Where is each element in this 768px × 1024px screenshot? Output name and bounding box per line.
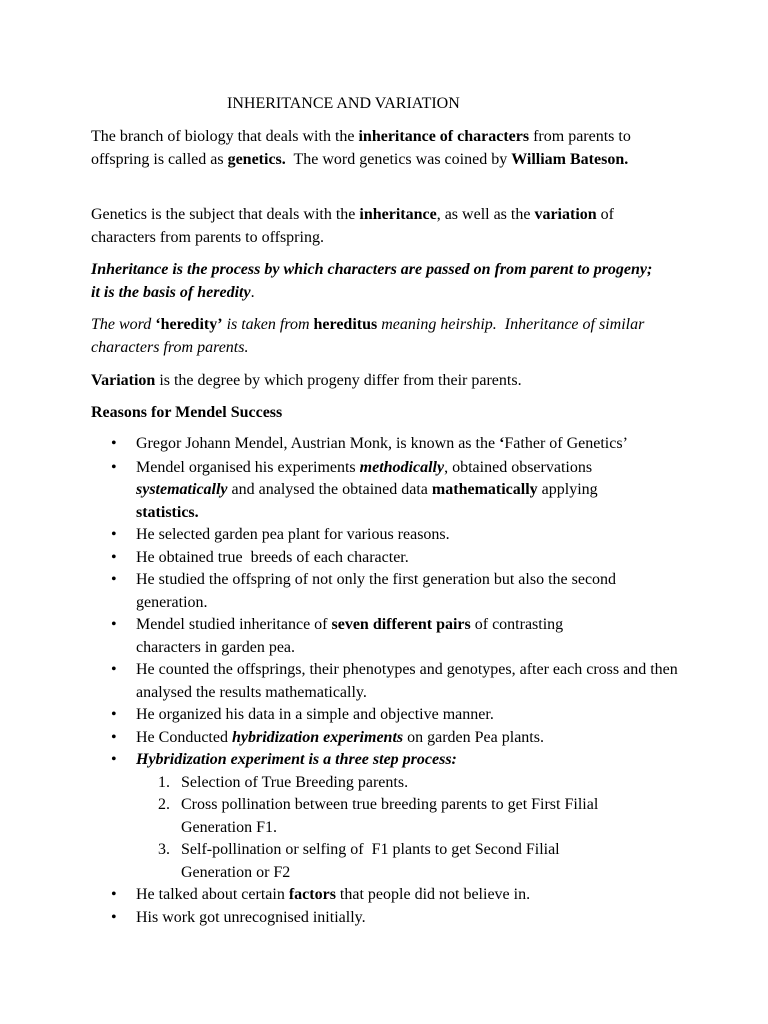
list-item [91,727,691,750]
list-item: • He obtained true breeds of each character. [91,547,691,570]
text: Father of Genetics’ [504,435,628,452]
genetics-subject-paragraph [91,204,681,249]
heading-text: Reasons for Mendel Success [91,404,283,421]
text: Gregor Johann Mendel, Austrian Monk, is known as the [136,435,500,452]
item-number: 3. [158,841,170,858]
text: , obtained observations [444,458,593,476]
bold-italic-text: Inheritance is the process by which characters are passed on from parent to progeny; it is the basis of heredity [91,261,653,301]
text: Mendel organised his experiments [136,458,360,476]
text: on garden Pea plants. [403,728,544,746]
bold-text: seven different pairs [331,616,471,633]
bold-text: factors [288,886,336,903]
bold-text: variation [534,206,597,223]
text: He talked about certain [136,886,289,903]
item-text: Self-pollination or selfing of F1 plants to get Second Filial Generation or F2 [181,841,564,881]
text: Mendel studied inheritance of [136,616,332,633]
text: He Conducted [136,728,232,746]
italic-text: meaning heirship. Inheritance of similar characters from parents. [91,316,649,356]
mendel-reasons-list [91,433,691,929]
bold-italic-text: methodically [359,458,445,476]
bold-text: statistics. [136,503,199,521]
bold-text: ‘ [499,435,505,452]
variation-paragraph [91,370,681,393]
inheritance-definition-paragraph [91,259,661,304]
bold-text: genetics. [227,150,286,168]
heredity-paragraph [91,314,661,359]
bold-text: William Bateson. [511,150,629,168]
text: The word genetics was coined by [285,150,512,168]
page-title: INHERITANCE AND VARIATION [227,95,460,112]
italic-text: is taken from [222,316,314,333]
list-item [91,457,646,525]
section-heading [91,402,681,425]
text: from parents to offspring is called as [91,128,631,168]
text: . [250,283,255,301]
bold-text: Variation [91,372,156,389]
bold-text: inheritance [359,206,437,223]
italic-text: The word [91,316,156,333]
text: and analysed the obtained data [227,481,432,498]
list-item [91,884,691,907]
text: Genetics is the subject that deals with the [91,206,360,223]
text: applying [537,481,598,498]
bold-text: hereditus [313,316,378,333]
text: of characters from parents to offspring. [91,206,614,246]
text: , as well as the [436,206,535,223]
text: of contrasting characters in garden pea. [136,616,564,656]
list-item [91,749,691,884]
bold-text: ‘heredity’ [155,316,223,333]
hybridization-steps-list [136,772,691,885]
text: The branch of biology that deals with the [91,128,359,145]
item-text: Cross pollination between true breeding parents to get First Filial Generation F1. [181,796,599,836]
bold-italic-text: hybridization experiments [231,728,404,746]
numbered-item [136,772,691,795]
text: is the degree by which progeny differ from their parents. [155,372,522,389]
bold-italic-text: systematically [136,481,228,498]
item-text: Selection of True Breeding parents. [181,773,409,791]
list-item: • His work got unrecognised initially. [91,907,691,930]
numbered-item [136,794,601,839]
list-item: • He selected garden pea plant for various reasons. [91,524,691,547]
text: that people did not believe in. [335,886,531,903]
bold-italic-text: Hybridization experiment is a three step process: [136,751,457,768]
list-item [91,614,616,659]
list-item: • He organized his data in a simple and objective manner. [91,704,691,727]
list-item: • He studied the offspring of not only the first generation but also the second generation. [91,569,691,614]
list-item: • He counted the offsprings, their phenotypes and genotypes, after each cross and then analysed the results mathematically. [91,659,691,704]
item-number: 2. [158,796,170,813]
item-number: 1. [158,773,170,791]
numbered-item [136,839,601,884]
genetics-definition-paragraph [91,126,671,171]
bold-text: inheritance of characters [358,128,530,145]
bold-text: mathematically [431,481,538,498]
list-item [91,433,691,456]
